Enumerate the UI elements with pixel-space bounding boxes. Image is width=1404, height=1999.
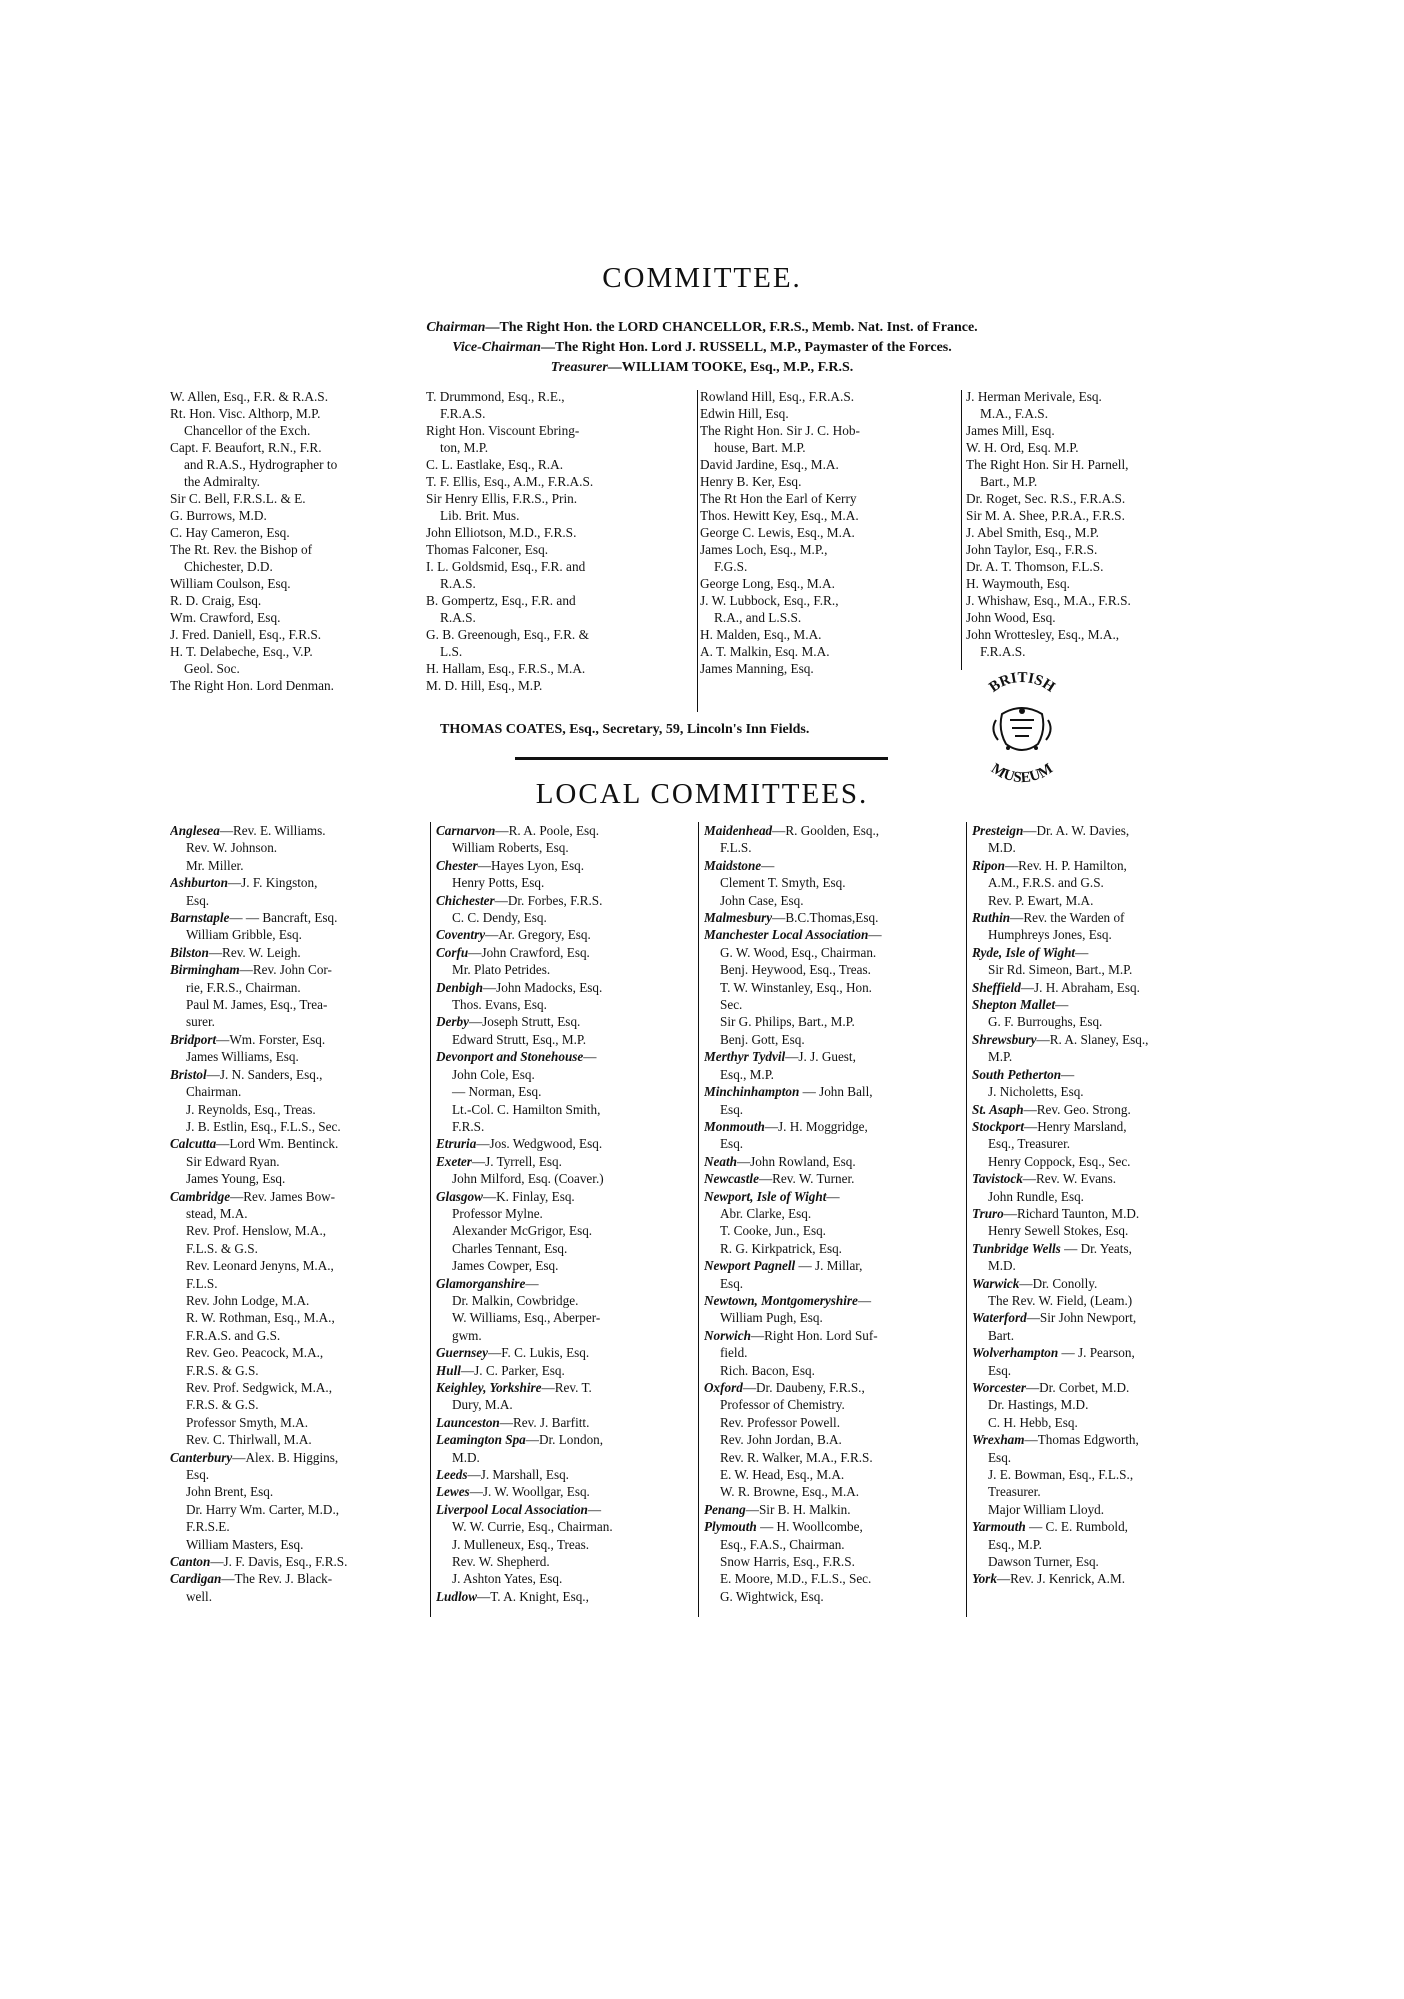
local-entry: Clement T. Smyth, Esq. [720,875,846,891]
local-entry: Rev. W. Johnson. [186,840,278,856]
local-entry: York—Rev. J. Kenrick, A.M. [972,1571,1125,1587]
local-entry: Newport Pagnell — J. Millar, [704,1258,863,1274]
committee-member: The Rt. Rev. the Bishop of [170,542,313,557]
local-entry: St. Asaph—Rev. Geo. Strong. [972,1101,1131,1117]
local-entry: gwm. [452,1327,482,1343]
local-entry: South Petherton— [972,1066,1075,1082]
local-entry: F.R.S. [452,1118,485,1134]
local-entry: Snow Harris, Esq., F.R.S. [720,1554,855,1570]
local-entry: Rev. Prof. Sedgwick, M.A., [186,1380,333,1395]
local-entry: Henry Coppock, Esq., Sec. [988,1153,1131,1169]
local-column-4 [972,822,1234,1588]
local-entry: Esq., M.P. [988,1536,1042,1552]
local-entry: John Case, Esq. [720,892,804,908]
committee-member: John Taylor, Esq., F.R.S. [966,542,1098,557]
committee-member: G. B. Greenough, Esq., F.R. & [426,627,589,642]
committee-member: J. W. Lubbock, Esq., F.R., [700,593,839,608]
committee-member: Chancellor of the Exch. [184,423,311,438]
chairman-name: —The Right Hon. the LORD CHANCELLOR, F.R.S., Memb. Nat. Inst. of France. [485,320,978,335]
column-rule [698,822,699,1617]
local-entry: Maidenhead—R. Goolden, Esq., [704,823,880,838]
local-entry: Esq., Treasurer. [988,1136,1071,1152]
column-rule [430,822,431,1617]
local-entry: Barnstaple— — Bancraft, Esq. [170,910,338,926]
local-entry: Minchinhampton — John Ball, [704,1084,873,1100]
local-entry: Manchester Local Association— [704,927,882,943]
committee-member: R. D. Craig, Esq. [170,593,262,608]
local-entry: Benj. Gott, Esq. [720,1031,805,1047]
vice-chairman-line [0,340,1404,356]
local-entry: — Norman, Esq. [452,1084,542,1100]
committee-member: A. T. Malkin, Esq. M.A. [700,644,830,659]
local-entry: Shrewsbury—R. A. Slaney, Esq., [972,1031,1149,1047]
local-entry: W. Williams, Esq., Aberper- [452,1310,601,1326]
local-entry: C. H. Hebb, Esq. [988,1414,1078,1430]
committee-member: James Mill, Esq. [966,423,1055,438]
committee-member: and R.A.S., Hydrographer to [184,457,338,472]
local-entry: Dr. Malkin, Cowbridge. [452,1292,579,1308]
committee-member: ton, M.P. [440,440,489,455]
local-entry: Rev. P. Ewart, M.A. [988,892,1094,908]
local-entry: J. Mulleneux, Esq., Treas. [452,1536,590,1552]
local-entry: Dr. Harry Wm. Carter, M.D., [186,1501,340,1517]
local-entry: Rev. Geo. Peacock, M.A., [186,1345,324,1361]
local-entry: F.R.S.E. [186,1519,230,1535]
local-entry: Esq. [186,1467,210,1483]
local-entry: Ludlow—T. A. Knight, Esq., [436,1588,589,1604]
column-rule [697,390,698,712]
local-entry: T. W. Winstanley, Esq., Hon. [720,979,872,995]
column-rule [961,390,962,670]
local-entry: Shepton Mallet— [972,997,1069,1013]
local-entry: Rev. John Lodge, M.A. [186,1292,310,1308]
local-entry: Chichester—Dr. Forbes, F.R.S. [436,892,603,908]
seal-bottom-text: MUSEUM [988,760,1056,787]
committee-member: Edwin Hill, Esq. [700,406,789,421]
local-entry: W. W. Currie, Esq., Chairman. [452,1519,613,1535]
local-entry: William Roberts, Esq. [452,840,569,856]
committee-member: G. Burrows, M.D. [170,508,267,523]
local-entry: Esq. [720,1275,744,1291]
local-entry: M.D. [988,840,1016,856]
local-entry: F.R.A.S. and G.S. [186,1327,281,1343]
committee-member: George C. Lewis, Esq., M.A. [700,525,855,540]
local-entry: Professor Smyth, M.A. [186,1414,308,1430]
local-entry: Ruthin—Rev. the Warden of [972,910,1125,926]
committee-member: Thomas Falconer, Esq. [426,542,549,557]
local-entry: Rev. R. Walker, M.A., F.R.S. [720,1449,873,1465]
local-entry: Chester—Hayes Lyon, Esq. [436,857,584,873]
local-entry: Denbigh—John Madocks, Esq. [436,979,603,995]
local-entry: J. Reynolds, Esq., Treas. [186,1101,316,1117]
committee-member: John Wrottesley, Esq., M.A., [966,627,1120,642]
local-entry: Hull—J. C. Parker, Esq. [436,1362,565,1378]
local-entry: Esq., M.P. [720,1066,774,1082]
local-column-3 [704,822,966,1605]
local-entry: Newcastle—Rev. W. Turner. [704,1171,855,1187]
committee-member: Rt. Hon. Visc. Althorp, M.P. [170,406,321,421]
committee-member: Sir Henry Ellis, F.R.S., Prin. [426,491,578,506]
committee-member: Dr. Roget, Sec. R.S., F.R.A.S. [966,491,1126,506]
local-entry: G. W. Wood, Esq., Chairman. [720,944,877,960]
local-committees-title: LOCAL COMMITTEES. [535,778,869,810]
committee-member: H. Waymouth, Esq. [966,576,1070,591]
local-entry: Yarmouth — C. E. Rumbold, [972,1519,1128,1535]
local-entry: G. Wightwick, Esq. [720,1588,824,1604]
local-entry: Canterbury—Alex. B. Higgins, [170,1449,339,1465]
local-entry: Rev. Professor Powell. [720,1414,841,1430]
local-entry: Rev. John Jordan, B.A. [720,1432,842,1448]
committee-member: Henry B. Ker, Esq. [700,474,802,489]
local-entry: Cambridge—Rev. James Bow- [170,1188,336,1204]
committee-member: C. Hay Cameron, Esq. [170,525,290,540]
local-entry: Wolverhampton — J. Pearson, [972,1345,1135,1361]
local-entry: J. E. Bowman, Esq., F.L.S., [988,1467,1134,1483]
treasurer-line [0,360,1404,376]
committee-column-2 [426,388,694,694]
local-entry: Newtown, Montgomeryshire— [704,1292,872,1308]
local-entry: John Rundle, Esq. [988,1188,1084,1204]
local-entry: Rev. Leonard Jenyns, M.A., [186,1258,334,1274]
local-entry: Dawson Turner, Esq. [988,1554,1099,1570]
local-entry: Birmingham—Rev. John Cor- [170,962,332,978]
local-entry: Malmesbury—B.C.Thomas,Esq. [704,910,879,926]
local-entry: well. [186,1588,213,1604]
local-entry: Sir G. Philips, Bart., M.P. [720,1014,855,1030]
committee-member: Chichester, D.D. [184,559,273,574]
local-entry: surer. [186,1014,215,1030]
committee-member: The Right Hon. Sir J. C. Hob- [700,423,860,438]
committee-column-3 [700,388,958,677]
committee-member: F.R.A.S. [980,644,1026,659]
local-entry: R. G. Kirkpatrick, Esq. [720,1240,842,1256]
committee-member: I. L. Goldsmid, Esq., F.R. and [426,559,586,574]
local-entry: G. F. Burroughs, Esq. [988,1014,1103,1030]
local-entry: James Williams, Esq. [186,1049,299,1065]
local-entry: Merthyr Tydvil—J. J. Guest, [704,1049,856,1065]
local-column-1 [170,822,428,1605]
local-entry: Bristol—J. N. Sanders, Esq., [170,1066,323,1082]
committee-member: Dr. A. T. Thomson, F.L.S. [966,559,1104,574]
committee-member: Bart., M.P. [980,474,1038,489]
local-entry: Liverpool Local Association— [436,1501,602,1517]
local-entry: Newport, Isle of Wight— [704,1188,840,1204]
committee-member: Lib. Brit. Mus. [440,508,520,523]
local-entry: Oxford—Dr. Daubeny, F.R.S., [704,1380,865,1395]
local-entry: Alexander McGrigor, Esq. [452,1223,593,1239]
committee-member: J. Abel Smith, Esq., M.P. [966,525,1099,540]
local-entry: Glamorganshire— [436,1275,539,1291]
committee-member: Right Hon. Viscount Ebring- [426,423,580,438]
local-entry: Treasurer. [988,1484,1041,1500]
local-entry: Monmouth—J. H. Moggridge, [704,1118,868,1134]
local-entry: J. Ashton Yates, Esq. [452,1571,563,1587]
local-entry: Mr. Miller. [186,857,244,873]
local-entry: Worcester—Dr. Corbet, M.D. [972,1380,1130,1395]
local-entry: Penang—Sir B. H. Malkin. [704,1501,851,1517]
local-entry: Etruria—Jos. Wedgwood, Esq. [436,1136,603,1152]
local-entry: Corfu—John Crawford, Esq. [436,944,590,960]
committee-member: J. Whishaw, Esq., M.A., F.R.S. [966,593,1131,608]
committee-member: W. Allen, Esq., F.R. & R.A.S. [170,389,329,404]
local-entry: Sir Edward Ryan. [186,1153,280,1169]
local-entry: Esq., F.A.S., Chairman. [720,1536,845,1552]
local-entry: James Cowper, Esq. [452,1258,559,1274]
local-entry: stead, M.A. [186,1205,248,1221]
local-entry: The Rev. W. Field, (Leam.) [988,1292,1133,1308]
committee-member: R.A., and L.S.S. [714,610,802,625]
local-entry: Exeter—J. Tyrrell, Esq. [436,1153,562,1169]
local-entry: rie, F.R.S., Chairman. [186,979,301,995]
local-entry: Abr. Clarke, Esq. [720,1205,812,1221]
committee-member: M. D. Hill, Esq., M.P. [426,678,543,693]
local-entry: Carnarvon—R. A. Poole, Esq. [436,823,600,838]
local-entry: Guernsey—F. C. Lukis, Esq. [436,1345,590,1361]
local-entry: Lt.-Col. C. Hamilton Smith, [452,1101,601,1117]
local-entry: Thos. Evans, Esq. [452,997,547,1013]
committee-member: John Wood, Esq. [966,610,1056,625]
committee-member: The Right Hon. Lord Denman. [170,678,334,693]
local-entry: Leamington Spa—Dr. London, [436,1432,604,1448]
committee-member: Geol. Soc. [184,661,240,676]
local-entry: Wrexham—Thomas Edgworth, [972,1432,1139,1448]
local-entry: Plymouth — H. Woollcombe, [704,1519,863,1535]
local-entry: Rev. C. Thirlwall, M.A. [186,1432,312,1448]
local-entry: J. Nicholetts, Esq. [988,1084,1084,1100]
section-divider [515,757,888,760]
committee-member: William Coulson, Esq. [170,576,291,591]
committee-column-1 [170,388,422,694]
column-rule [966,822,967,1617]
local-entry: F.L.S. [720,840,752,856]
committee-member: H. Hallam, Esq., F.R.S., M.A. [426,661,586,676]
local-entry: Glasgow—K. Finlay, Esq. [436,1188,575,1204]
treasurer-name: —WILLIAM TOOKE, Esq., M.P., F.R.S. [607,360,854,375]
committee-member: Wm. Crawford, Esq. [170,610,281,625]
local-entry: Tavistock—Rev. W. Evans. [972,1171,1117,1187]
local-entry: Keighley, Yorkshire—Rev. T. [436,1380,592,1395]
local-entry: C. C. Dendy, Esq. [452,910,547,926]
local-entry: Henry Sewell Stokes, Esq. [988,1223,1129,1239]
local-entry: John Milford, Esq. (Coaver.) [452,1171,604,1187]
committee-member: James Loch, Esq., M.P., [700,542,828,557]
committee-column-4 [966,388,1236,660]
committee-member: T. F. Ellis, Esq., A.M., F.R.A.S. [426,474,594,489]
local-entry: E. W. Head, Esq., M.A. [720,1467,845,1483]
committee-member: The Right Hon. Sir H. Parnell, [966,457,1129,472]
seal-top-text: BRITISH [986,669,1058,696]
committee-member: James Manning, Esq. [700,661,814,676]
committee-member: David Jardine, Esq., M.A. [700,457,839,472]
local-entry: Dr. Hastings, M.D. [988,1397,1089,1413]
local-entry: Esq. [720,1101,744,1117]
local-entry: John Brent, Esq. [186,1484,274,1500]
vice-chairman-name: —The Right Hon. Lord J. RUSSELL, M.P., Paymaster of the Forces. [540,340,952,355]
local-entry: Rev. W. Shepherd. [452,1554,550,1570]
local-entry: Canton—J. F. Davis, Esq., F.R.S. [170,1554,348,1570]
local-entry: Ryde, Isle of Wight— [972,944,1089,960]
local-entry: Professor Mylne. [452,1205,543,1221]
local-entry: Benj. Heywood, Esq., Treas. [720,962,871,978]
local-entry: William Pugh, Esq. [720,1310,823,1326]
committee-member: The Rt Hon the Earl of Kerry [700,491,857,506]
local-entry: E. Moore, M.D., F.L.S., Sec. [720,1571,872,1587]
committee-member: Capt. F. Beaufort, R.N., F.R. [170,440,322,455]
committee-member: C. L. Eastlake, Esq., R.A. [426,457,564,472]
committee-member: house, Bart. M.P. [714,440,806,455]
local-entry: Dury, M.A. [452,1397,513,1413]
committee-member: Sir C. Bell, F.R.S.L. & E. [170,491,306,506]
local-entry: R. W. Rothman, Esq., M.A., [186,1310,335,1326]
local-entry: Mr. Plato Petrides. [452,962,551,978]
local-entry: A.M., F.R.S. and G.S. [988,875,1104,891]
committee-member: Rowland Hill, Esq., F.R.A.S. [700,389,855,404]
committee-member: R.A.S. [440,576,476,591]
committee-member: H. Malden, Esq., M.A. [700,627,822,642]
local-entry: F.L.S. & G.S. [186,1240,258,1256]
local-entry: James Young, Esq. [186,1171,286,1187]
local-entry: William Gribble, Esq. [186,927,302,943]
local-entry: Norwich—Right Hon. Lord Suf- [704,1327,878,1343]
committee-member: John Elliotson, M.D., F.R.S. [426,525,577,540]
committee-member: B. Gompertz, Esq., F.R. and [426,593,576,608]
local-entry: Professor of Chemistry. [720,1397,845,1413]
local-entry: Truro—Richard Taunton, M.D. [972,1205,1140,1221]
local-entry: J. B. Estlin, Esq., F.L.S., Sec. [186,1118,341,1134]
local-entry: Sec. [720,997,743,1013]
committee-member: L.S. [440,644,463,659]
local-entry: Henry Potts, Esq. [452,875,545,891]
local-entry: Chairman. [186,1084,242,1100]
local-entry: Waterford—Sir John Newport, [972,1310,1137,1326]
committee-member: J. Herman Merivale, Esq. [966,389,1102,404]
local-entry: Rich. Bacon, Esq. [720,1362,815,1378]
committee-member: F.R.A.S. [440,406,486,421]
committee-title: COMMITTEE. [602,262,802,294]
local-entry: F.R.S. & G.S. [186,1362,259,1378]
local-entry: M.D. [452,1449,480,1465]
local-entry: Leeds—J. Marshall, Esq. [436,1467,569,1483]
local-entry: Humphreys Jones, Esq. [988,927,1112,943]
local-entry: M.P. [988,1049,1013,1065]
local-column-2 [436,822,698,1605]
treasurer-label: Treasurer [550,360,608,375]
local-entry: Major William Lloyd. [988,1501,1105,1517]
local-entry: Ripon—Rev. H. P. Hamilton, [972,857,1127,873]
local-entry: Esq. [988,1449,1012,1465]
local-entry: Calcutta—Lord Wm. Bentinck. [170,1136,339,1152]
local-entry: Bart. [988,1327,1015,1343]
british-museum-seal [960,664,1085,789]
local-entry: Edward Strutt, Esq., M.P. [452,1031,587,1047]
local-entry: Esq. [186,892,210,908]
local-entry: Launceston—Rev. J. Barfitt. [436,1414,590,1430]
local-entry: Bilston—Rev. W. Leigh. [170,944,301,960]
committee-member: F.G.S. [714,559,748,574]
local-entry: Bridport—Wm. Forster, Esq. [170,1031,326,1047]
vice-chairman-label: Vice-Chairman [452,340,541,355]
local-entry: Devonport and Stonehouse— [436,1049,597,1065]
local-entry: John Cole, Esq. [452,1066,535,1082]
local-entry: Paul M. James, Esq., Trea- [186,997,328,1013]
local-entry: W. R. Browne, Esq., M.A. [720,1484,860,1500]
local-entry: Maidstone— [704,857,775,873]
local-entry: Coventry—Ar. Gregory, Esq. [436,927,591,943]
committee-member: J. Fred. Daniell, Esq., F.R.S. [170,627,322,642]
local-entry: Ashburton—J. F. Kingston, [170,875,318,891]
local-entry: F.R.S. & G.S. [186,1397,259,1413]
local-entry: Rev. Prof. Henslow, M.A., [186,1223,327,1239]
local-entry: Charles Tennant, Esq. [452,1240,568,1256]
local-entry: M.D. [988,1258,1016,1274]
committee-member: W. H. Ord, Esq. M.P. [966,440,1079,455]
local-entry: Anglesea—Rev. E. Williams. [170,823,326,838]
local-entry: Sheffield—J. H. Abraham, Esq. [972,979,1140,995]
local-entry: Neath—John Rowland, Esq. [704,1153,856,1169]
chairman-label: Chairman [426,320,486,335]
committee-member: H. T. Delabeche, Esq., V.P. [170,644,313,659]
local-entry: Esq. [988,1362,1012,1378]
local-entry: field. [720,1345,748,1361]
local-entry: William Masters, Esq. [186,1536,304,1552]
local-entry: Presteign—Dr. A. W. Davies, [972,823,1130,838]
committee-member: Sir M. A. Shee, P.R.A., F.R.S. [966,508,1125,523]
local-entry: Stockport—Henry Marsland, [972,1118,1127,1134]
local-entry: Cardigan—The Rev. J. Black- [170,1571,333,1587]
local-entry: Warwick—Dr. Conolly. [972,1275,1098,1291]
chairman-line [0,320,1404,336]
local-entry: T. Cooke, Jun., Esq. [720,1223,826,1239]
committee-member: the Admiralty. [184,474,260,489]
local-entry: Lewes—J. W. Woollgar, Esq. [436,1484,590,1500]
committee-member: George Long, Esq., M.A. [700,576,835,591]
committee-member: M.A., F.A.S. [980,406,1049,421]
committee-member: T. Drummond, Esq., R.E., [426,389,565,404]
secretary-line: THOMAS COATES, Esq., Secretary, 59, Lincoln's Inn Fields. [440,722,810,737]
local-entry: Sir Rd. Simeon, Bart., M.P. [988,962,1133,978]
committee-member: R.A.S. [440,610,476,625]
local-entry: Tunbridge Wells — Dr. Yeats, [972,1240,1132,1256]
committee-member: Thos. Hewitt Key, Esq., M.A. [700,508,859,523]
local-entry: F.L.S. [186,1275,218,1291]
local-entry: Esq. [720,1136,744,1152]
local-entry: Derby—Joseph Strutt, Esq. [436,1014,581,1030]
